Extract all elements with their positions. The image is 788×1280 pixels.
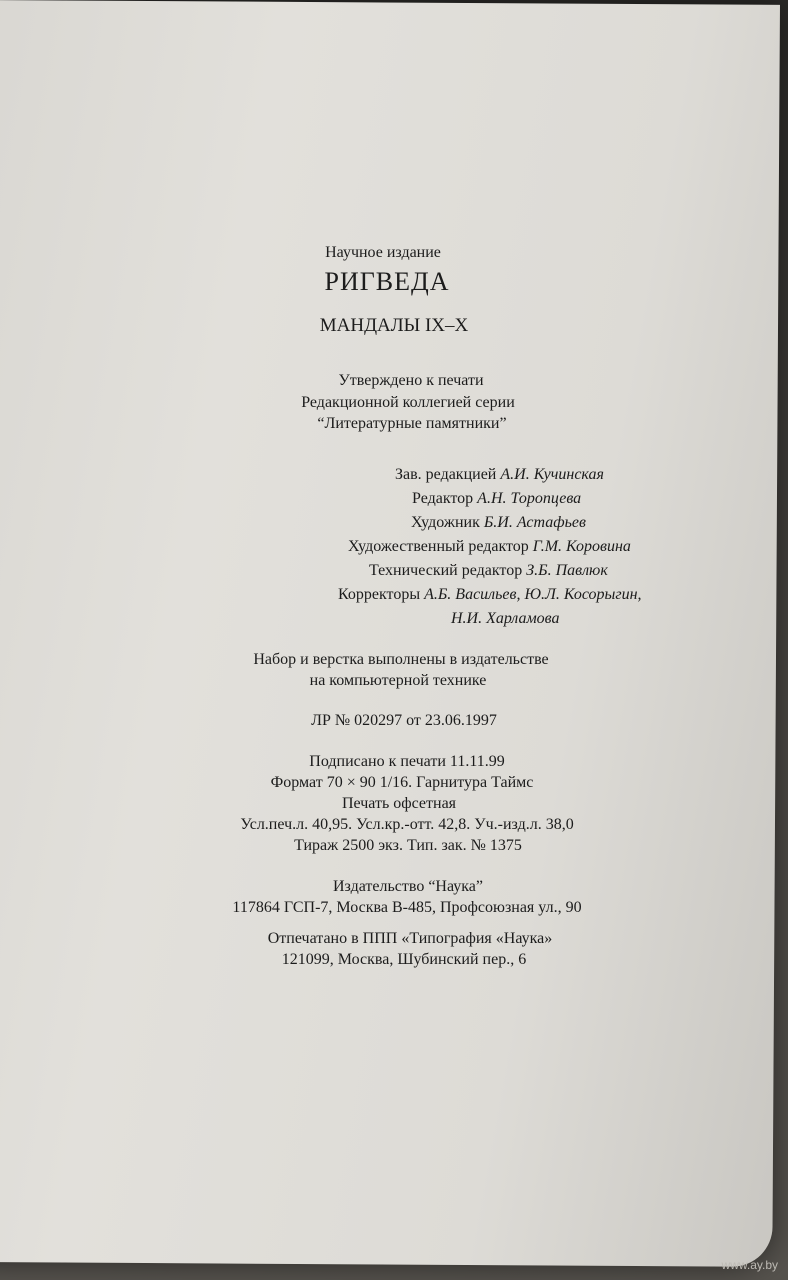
credit-art-editor: Художественный редактор Г.М. Коровина xyxy=(348,538,631,555)
printer-address: 121099, Москва, Шубинский пер., 6 xyxy=(281,951,527,968)
credit-proofreaders: Корректоры А.Б. Васильев, Ю.Л. Косорыгин, xyxy=(338,586,642,603)
approval-line-2: Редакционной коллегией серии xyxy=(301,394,515,411)
credit-artist: Художник Б.И. Астафьев xyxy=(411,514,586,531)
license-number: ЛР № 020297 от 23.06.1997 xyxy=(311,712,497,729)
credit-proofreader-2: Н.И. Харламова xyxy=(451,610,560,627)
publisher-address: 117864 ГСП-7, Москва В-485, Профсоюзная ул., 90 xyxy=(232,899,582,916)
print-format: Формат 70 × 90 1/16. Гарнитура Таймс xyxy=(270,774,534,791)
credit-tech-editor: Технический редактор З.Б. Павлюк xyxy=(369,562,608,579)
approval-line-3: “Литературные памятники” xyxy=(317,415,507,432)
publisher-name: Издательство “Наука” xyxy=(332,878,483,895)
site-watermark: www.ay.by xyxy=(721,1258,778,1272)
book-subtitle: МАНДАЛЫ IX–X xyxy=(319,315,469,336)
typesetting-line-1: Набор и верстка выполнены в издательстве xyxy=(253,651,549,668)
print-signed: Подписано к печати 11.11.99 xyxy=(309,753,505,770)
print-run: Тираж 2500 экз. Тип. зак. № 1375 xyxy=(294,837,522,854)
edition-type: Научное издание xyxy=(325,244,441,261)
printer-name: Отпечатано в ППП «Типография «Наука» xyxy=(267,930,553,947)
credit-editor: Редактор А.Н. Торопцева xyxy=(412,490,582,507)
credit-chief-editor: Зав. редакцией А.И. Кучинская xyxy=(395,466,604,483)
typesetting-line-2: на компьютерной технике xyxy=(309,672,487,689)
book-title: РИГВЕДА xyxy=(324,267,450,296)
print-sheets: Усл.печ.л. 40,95. Усл.кр.-отт. 42,8. Уч.-изд.л. 38,0 xyxy=(240,816,574,833)
approval-line-1: Утверждено к печати xyxy=(338,372,484,389)
print-method: Печать офсетная xyxy=(341,795,457,812)
